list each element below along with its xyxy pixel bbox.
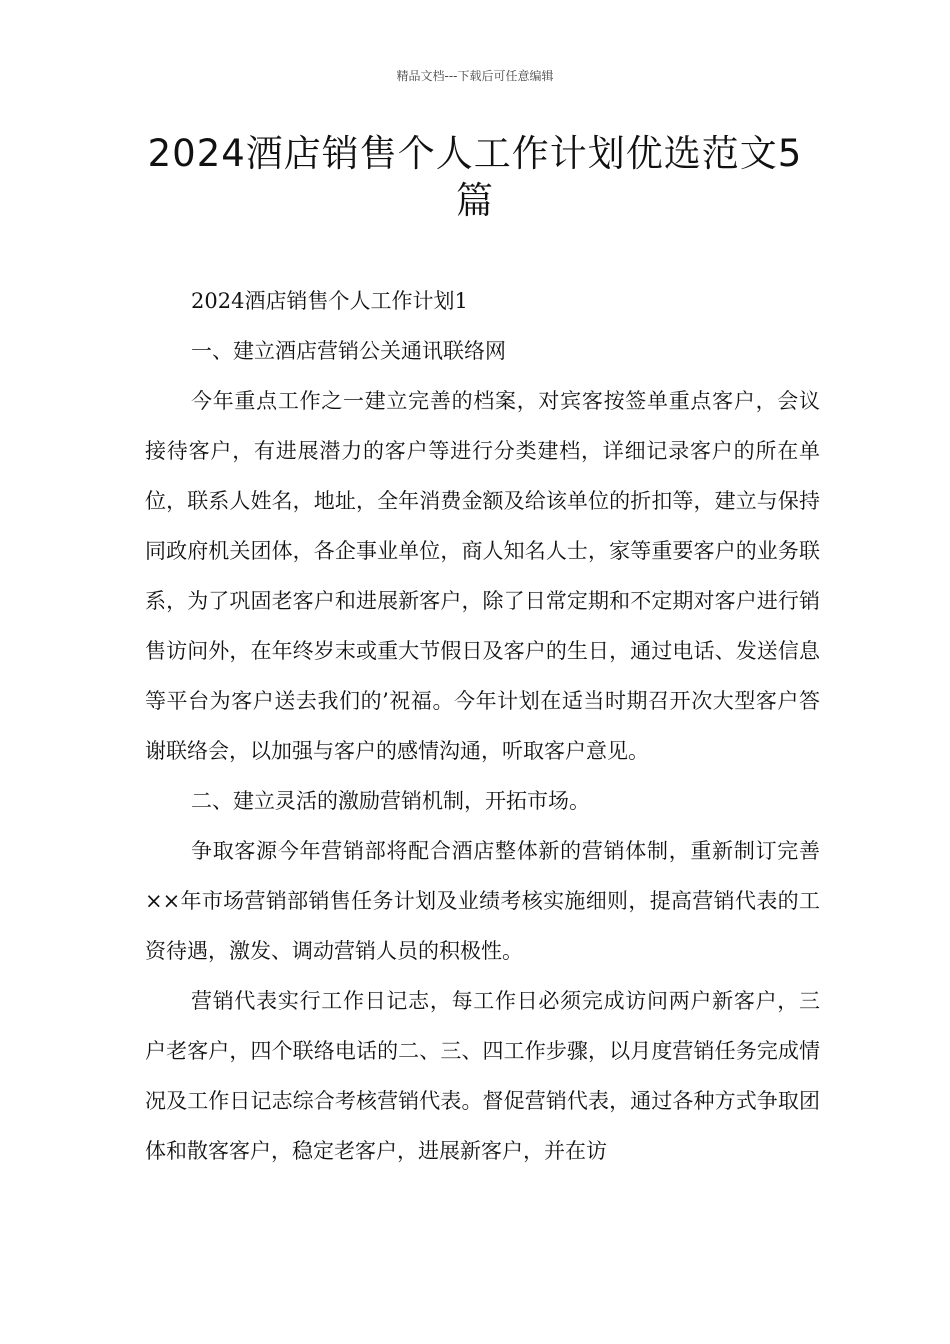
- document-title: [120, 130, 830, 224]
- document-title-line-2: 篇: [456, 179, 494, 222]
- section-heading-plan-1: 2024酒店销售个人工作计划1: [191, 289, 468, 313]
- document-body: [145, 276, 820, 1176]
- page-header: 精品文档---下载后可任意编辑: [396, 69, 554, 83]
- section-heading-1: 一、建立酒店营销公关通讯联络网: [191, 339, 506, 363]
- section-heading-2: 二、建立灵活的激励营销机制，开拓市场。: [191, 789, 590, 813]
- document-title-line-1: 2024酒店销售个人工作计划优选范文5: [147, 132, 803, 175]
- body-paragraph: 争取客源今年营销部将配合酒店整体新的营销体制，重新制订完善××年市场营销部销售任务计划及业绩考核实施细则，提高营销代表的工资待遇，激发、调动营销人员的积极性。: [145, 839, 820, 963]
- body-paragraph: 今年重点工作之一建立完善的档案，对宾客按签单重点客户，会议接待客户，有进展潜力的客户等进行分类建档，详细记录客户的所在单位，联系人姓名，地址，全年消费金额及给该单位的折扣等，建立与保持同政府机关团体，各企事业单位，商人知名人士，家等重要客户的业务联系，为了巩固老客户和进展新客户，除了日常定期和不定期对客户进行销售访问外，在年终岁末或重大节假日及客户的生日，通过电话、发送信息等平台为客户送去我们的’祝福。今年计划在适当时期召开次大型客户答谢联络会，以加强与客户的感情沟通，听取客户意见。: [145, 389, 820, 763]
- body-paragraph: 营销代表实行工作日记志，每工作日必须完成访问两户新客户，三户老客户，四个联络电话的二、三、四工作步骤，以月度营销任务完成情况及工作日记志综合考核营销代表。督促营销代表，通过各种方式争取团体和散客客户，稳定老客户，进展新客户，并在访: [145, 989, 820, 1163]
